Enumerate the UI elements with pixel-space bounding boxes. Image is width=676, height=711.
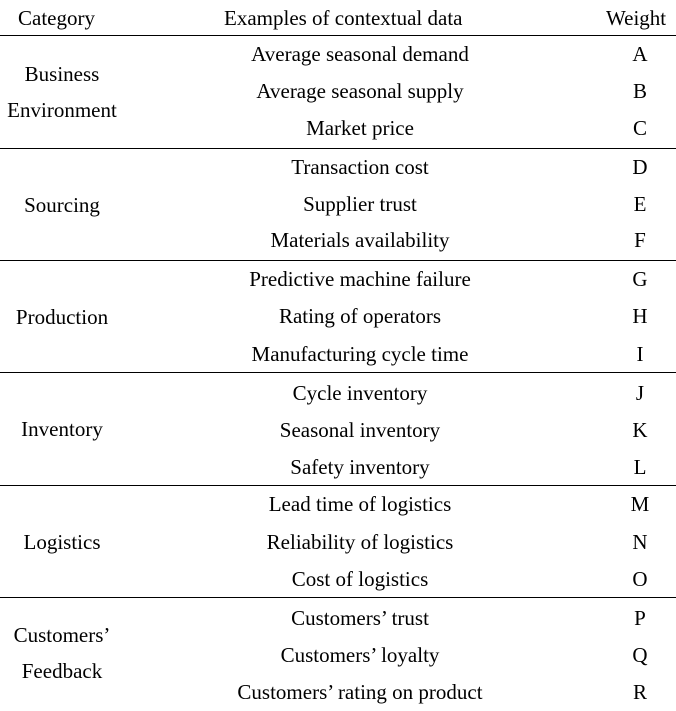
example-cell: Rating of operators	[278, 304, 442, 328]
table-row	[0, 73, 676, 110]
category-line: Environment	[7, 98, 117, 122]
category-label: Production	[15, 304, 109, 329]
table-row	[0, 298, 676, 335]
weight-cell: I	[636, 342, 644, 366]
weight-cell: B	[632, 79, 647, 103]
weight-cell: H	[632, 304, 648, 328]
example-cell: Average seasonal supply	[256, 79, 464, 103]
example-cell: Cost of logistics	[291, 567, 429, 591]
example-cell: Supplier trust	[303, 192, 417, 216]
table-row	[0, 222, 676, 259]
weight-cell: L	[633, 455, 647, 479]
category-group-inventory	[0, 373, 676, 486]
header-category: Category	[18, 6, 95, 30]
weight-cell: D	[632, 155, 648, 179]
table-row	[0, 524, 676, 561]
example-cell: Average seasonal demand	[251, 42, 469, 66]
header-examples: Examples of contextual data	[224, 6, 463, 30]
weight-cell: K	[632, 418, 648, 442]
table-header	[0, 0, 676, 36]
table-row	[0, 637, 676, 674]
table-row	[0, 600, 676, 637]
table-row	[0, 561, 676, 598]
category-group-customers-feedback	[0, 598, 676, 708]
table-row	[0, 375, 676, 412]
weight-cell: J	[635, 381, 645, 405]
weight-cell: C	[632, 116, 647, 140]
example-cell: Materials availability	[270, 228, 450, 252]
example-cell: Market price	[306, 116, 414, 140]
category-group-business-environment	[0, 36, 676, 149]
category-line: Business	[24, 62, 100, 86]
table-row	[0, 336, 676, 373]
table-row	[0, 36, 676, 73]
weight-cell: E	[633, 192, 647, 216]
table-row	[0, 674, 676, 711]
table-row	[0, 149, 676, 186]
category-label: Logistics	[23, 529, 101, 554]
table-row	[0, 261, 676, 298]
table-row	[0, 486, 676, 523]
example-cell: Customers’ loyalty	[280, 643, 440, 667]
weight-cell: Q	[632, 643, 648, 667]
category-line: Customers’	[13, 623, 111, 647]
category-group-logistics	[0, 486, 676, 598]
example-cell: Transaction cost	[291, 155, 429, 179]
example-cell: Cycle inventory	[292, 381, 428, 405]
example-cell: Customers’ trust	[291, 606, 429, 630]
example-cell: Safety inventory	[290, 455, 430, 479]
table-row	[0, 449, 676, 486]
weight-cell: O	[632, 567, 648, 591]
example-cell: Reliability of logistics	[266, 530, 454, 554]
category-group-production	[0, 261, 676, 373]
example-cell: Manufacturing cycle time	[251, 342, 469, 366]
category-group-sourcing	[0, 149, 676, 261]
example-cell: Lead time of logistics	[268, 492, 452, 516]
weight-cell: G	[632, 267, 648, 291]
example-cell: Predictive machine failure	[249, 267, 471, 291]
table-row	[0, 186, 676, 223]
table-row	[0, 110, 676, 147]
weight-cell: M	[630, 492, 650, 516]
example-cell: Seasonal inventory	[279, 418, 441, 442]
weight-cell: N	[632, 530, 648, 554]
example-cell: Customers’ rating on product	[237, 680, 483, 704]
header-weight: Weight	[606, 6, 667, 30]
weight-cell: P	[634, 606, 646, 630]
table-row	[0, 412, 676, 449]
category-line: Feedback	[21, 659, 103, 683]
category-label: Sourcing	[24, 192, 100, 217]
category-label: Inventory	[21, 417, 103, 441]
weight-cell: R	[632, 680, 647, 704]
weight-cell: F	[634, 228, 646, 252]
weight-cell: A	[632, 42, 648, 66]
